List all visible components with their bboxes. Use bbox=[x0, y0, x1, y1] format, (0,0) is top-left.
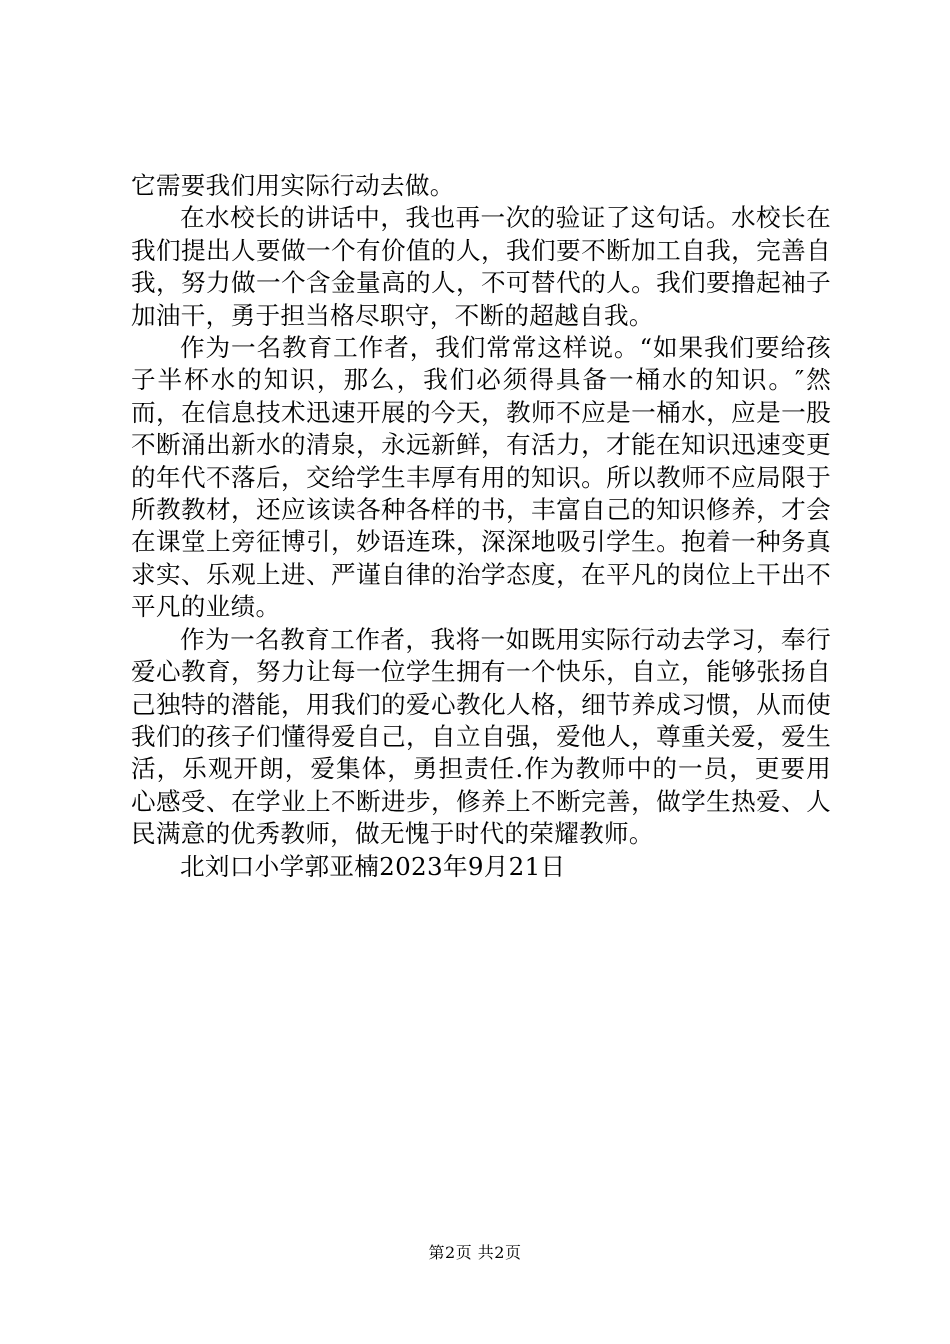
paragraph-continuation: 它需要我们用实际行动去做。 bbox=[131, 171, 455, 200]
page-number: 第2页 共2页 bbox=[428, 1243, 522, 1262]
page-footer bbox=[0, 1243, 950, 1263]
paragraph-principal-speech: 在水校长的讲话中，我也再一次的验证了这句话。水校长在我们提出人要做一个有价值的人，我们要不断加工自我，完善自我，努力做一个含金量高的人，不可替代的人。我们要撸起袖子加油干，勇于担当格尽职守，不断的超越自我。 bbox=[131, 203, 831, 330]
paragraph-teacher-knowledge: 作为一名教育工作者，我们常常这样说。“如果我们要给孩子半杯水的知识，那么，我们必须得具备一桶水的知识。″然而，在信息技术迅速开展的今天，教师不应是一桶水，应是一股不断涌出新水的清泉，永远新鲜，有活力，才能在知识迅速变更的年代不落后，交给学生丰厚有用的知识。所以教师不应局限于所教教材，还应该读各种各样的书，丰富自己的知识修养，才会在课堂上旁征博引，妙语连珠，深深地吸引学生。抱着一种务真求实、乐观上进、严谨自律的治学态度，在平凡的岗位上干出不平凡的业绩。 bbox=[131, 333, 831, 622]
document-body bbox=[131, 170, 831, 883]
signature-line: 北刘口小学郭亚楠2023年9月21日 bbox=[180, 851, 566, 881]
paragraph-teacher-commitment: 作为一名教育工作者，我将一如既用实际行动去学习，奉行爱心教育，努力让每一位学生拥有一个快乐，自立，能够张扬自己独特的潜能，用我们的爱心教化人格，细节养成习惯，从而使我们的孩子们懂得爱自己，自立自强，爱他人，尊重关爱，爱生活，乐观开朗，爱集体，勇担责任.作为教师中的一员，更要用心感受、在学业上不断进步，修养上不断完善，做学生热爱、人民满意的优秀教师，做无愧于时代的荣耀教师。 bbox=[131, 624, 831, 849]
